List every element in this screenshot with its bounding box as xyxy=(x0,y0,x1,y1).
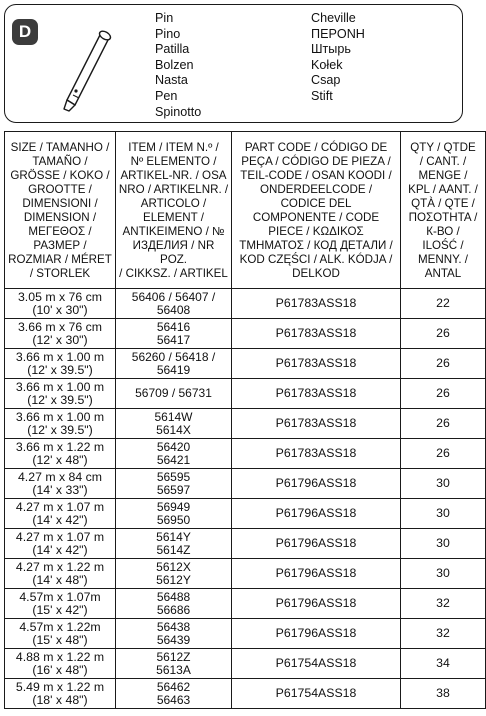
cell-line: ROZMIAR / MÉRET xyxy=(8,253,112,267)
table-row xyxy=(5,469,486,499)
size-cell xyxy=(5,289,116,319)
item-cell xyxy=(116,469,232,499)
cell-line: SIZE / TAMANHO / xyxy=(10,140,110,154)
table-body xyxy=(5,289,486,709)
cell-line: 56421 xyxy=(156,452,191,467)
pin-names-right xyxy=(311,11,365,105)
item-cell xyxy=(116,379,232,409)
item-cell xyxy=(116,349,232,379)
item-cell xyxy=(116,679,232,709)
cell-line: 3.66 m x 76 cm xyxy=(17,319,103,334)
cell-line: 56260 / 56418 / xyxy=(131,349,216,364)
qty-cell: 26 xyxy=(401,439,486,469)
cell-line: (16' x 48") xyxy=(32,662,88,677)
cell-line: 56597 xyxy=(156,482,191,497)
cell-line: 5613A xyxy=(156,662,191,677)
cell-line: / CANT. / xyxy=(419,154,467,168)
cell-line: (10' x 30") xyxy=(32,302,88,317)
item-cell xyxy=(116,529,232,559)
size-cell xyxy=(5,619,116,649)
cell-line: (15' x 42") xyxy=(32,602,88,617)
parts-table xyxy=(4,131,486,709)
cell-line: (14' x 42") xyxy=(32,512,88,527)
cell-line: 56417 xyxy=(156,332,191,347)
table-row xyxy=(5,529,486,559)
size-cell xyxy=(5,499,116,529)
cell-line: 56438 xyxy=(156,619,191,634)
table-row xyxy=(5,409,486,439)
cell-line: 3.05 m x 76 cm xyxy=(17,289,103,304)
qty-cell: 32 xyxy=(401,619,486,649)
cell-line: 5612Y xyxy=(156,572,191,587)
part-info-box xyxy=(4,4,463,123)
cell-line: 56949 xyxy=(156,499,191,514)
pin-name: Stift xyxy=(311,88,333,103)
qty-cell: 26 xyxy=(401,319,486,349)
cell-line: 5614Z xyxy=(156,542,191,557)
table-row xyxy=(5,589,486,619)
table-header-row xyxy=(5,132,486,289)
item-cell xyxy=(116,589,232,619)
cell-line: (14' x 33") xyxy=(32,482,88,497)
cell-line: 3.66 m x 1.22 m xyxy=(15,439,105,454)
pin-name: Csap xyxy=(311,73,341,88)
cell-line: ITEM / ITEM N.º / xyxy=(128,140,219,154)
pin-name: Kołek xyxy=(311,57,343,72)
pin-name: ΠΕΡΟΝΗ xyxy=(311,26,365,41)
cell-line: 56462 xyxy=(156,679,191,694)
cell-line: ΤΜΗΜΑΤΟΣ / КОД ДЕТАЛИ / xyxy=(239,239,393,253)
cell-line: 56408 xyxy=(156,302,191,317)
cell-line: 4.57m x 1.22m xyxy=(19,619,101,634)
cell-line: PIECE / ΚΩΔΙΚΟΣ xyxy=(268,225,364,239)
item-cell xyxy=(116,319,232,349)
cell-line: GRÖSSE / KOKO / xyxy=(10,168,110,182)
size-cell xyxy=(5,679,116,709)
table-row xyxy=(5,319,486,349)
part-code-cell: P61754ASS18 xyxy=(232,649,401,679)
size-cell xyxy=(5,589,116,619)
cell-line: ARTICOLO / xyxy=(140,196,207,210)
cell-line: (12' x 39.5") xyxy=(27,362,93,377)
part-code-cell: P61796ASS18 xyxy=(232,619,401,649)
part-code-cell: P61783ASS18 xyxy=(232,379,401,409)
cell-line: 56420 xyxy=(156,439,191,454)
table-row xyxy=(5,559,486,589)
size-cell xyxy=(5,349,116,379)
cell-line: 56416 xyxy=(156,319,191,334)
cell-line: 5612X xyxy=(156,559,191,574)
cell-line: PEÇA / CÓDIGO DE PIEZA / xyxy=(241,154,391,168)
cell-line: KOD CZĘŚCI / ALK. KÓDJA / xyxy=(239,253,393,267)
table-row xyxy=(5,289,486,319)
cell-line: (12' x 30") xyxy=(32,332,88,347)
qty-cell: 30 xyxy=(401,559,486,589)
item-cell xyxy=(116,439,232,469)
part-code-cell: P61783ASS18 xyxy=(232,319,401,349)
cell-line: PART CODE / CÓDIGO DE xyxy=(244,140,388,154)
cell-line: ANTIKEIMENO / № xyxy=(122,225,225,239)
cell-line: 4.27 m x 1.22 m xyxy=(15,559,105,574)
cell-line: 4.88 m x 1.22 m xyxy=(15,649,105,664)
cell-line: (18' x 48") xyxy=(32,692,88,707)
cell-line: ΠΟΣΟΤΗΤΑ / xyxy=(408,211,478,224)
part-code-cell: P61796ASS18 xyxy=(232,469,401,499)
pin-name: Bolzen xyxy=(155,57,194,72)
qty-cell: 22 xyxy=(401,289,486,319)
size-cell xyxy=(5,649,116,679)
item-cell xyxy=(116,289,232,319)
cell-line: 5612Z xyxy=(156,649,191,664)
item-cell xyxy=(116,619,232,649)
table-row xyxy=(5,499,486,529)
part-code-cell: P61783ASS18 xyxy=(232,349,401,379)
item-cell xyxy=(116,559,232,589)
qty-cell: 26 xyxy=(401,349,486,379)
cell-line: 4.27 m x 1.07 m xyxy=(15,529,105,544)
cell-line: COMPONENTE / CODE xyxy=(252,211,380,224)
size-cell xyxy=(5,529,116,559)
item-cell xyxy=(116,409,232,439)
cell-line: TEIL-CODE / OSAN KOODI / xyxy=(240,168,392,182)
cell-line: 4.57m x 1.07m xyxy=(19,589,101,604)
cell-line: 56950 xyxy=(156,512,191,527)
cell-line: 56406 / 56407 / xyxy=(131,289,216,304)
column-header xyxy=(5,132,116,289)
cell-line: 3.66 m x 1.00 m xyxy=(15,349,105,364)
cell-line: 5614X xyxy=(156,422,191,437)
qty-cell: 30 xyxy=(401,469,486,499)
cell-line: MENGE / xyxy=(418,168,468,182)
pin-name: Spinotto xyxy=(155,104,202,119)
column-header xyxy=(401,132,486,289)
cell-line: 5.49 m x 1.22 m xyxy=(15,679,105,694)
pin-names-left xyxy=(155,11,201,120)
qty-cell: 32 xyxy=(401,589,486,619)
cell-line: ELEMENT / xyxy=(143,211,204,224)
size-cell xyxy=(5,559,116,589)
pin-name: Patilla xyxy=(155,42,190,57)
pin-name: Pen xyxy=(155,88,178,103)
cell-line: ANTAL xyxy=(424,267,462,281)
cell-line: 56686 xyxy=(156,602,191,617)
cell-line: GROOTTE / xyxy=(28,182,92,196)
item-cell xyxy=(116,499,232,529)
cell-line: MENNY. / xyxy=(417,253,469,267)
cell-line: 5614W xyxy=(154,409,193,424)
cell-line: 56419 xyxy=(156,362,191,377)
cell-line: ΜΕΓΕΘΟΣ / xyxy=(28,225,92,239)
cell-line: KPL / AANT. / xyxy=(408,182,478,196)
size-cell xyxy=(5,439,116,469)
cell-line: 3.66 m x 1.00 m xyxy=(15,379,105,394)
cell-line: 4.27 m x 84 cm xyxy=(17,469,103,484)
cell-line: / CIKKSZ. / ARTIKEL xyxy=(119,267,228,281)
part-code-cell: P61796ASS18 xyxy=(232,559,401,589)
pin-name: Nasta xyxy=(155,73,188,88)
cell-line: 56439 xyxy=(156,632,191,647)
cell-line: 56709 / 56731 xyxy=(135,386,212,401)
table-row xyxy=(5,679,486,709)
cell-line: ИЗДЕЛИЯ / NR POZ. xyxy=(132,239,215,267)
size-cell xyxy=(5,409,116,439)
qty-cell: 30 xyxy=(401,529,486,559)
qty-cell: 26 xyxy=(401,379,486,409)
cell-line: (14' x 48") xyxy=(32,572,88,587)
cell-line: РАЗМЕР / xyxy=(33,239,87,253)
cell-line: ARTIKEL-NR. / OSA xyxy=(120,168,227,182)
qty-cell: 30 xyxy=(401,499,486,529)
qty-cell: 26 xyxy=(401,409,486,439)
cell-line: / STORLEK xyxy=(29,267,91,281)
pin-name: Cheville xyxy=(311,11,356,25)
cell-line: ILOŚĆ / xyxy=(422,239,464,253)
part-code-cell: P61783ASS18 xyxy=(232,289,401,319)
part-code-cell: P61783ASS18 xyxy=(232,439,401,469)
table-row xyxy=(5,619,486,649)
pin-name: Штырь xyxy=(311,42,351,57)
part-code-cell: P61783ASS18 xyxy=(232,409,401,439)
cell-line: 56488 xyxy=(156,589,191,604)
cell-line: 4.27 m x 1.07 m xyxy=(15,499,105,514)
column-header xyxy=(116,132,232,289)
part-code-cell: P61796ASS18 xyxy=(232,499,401,529)
cell-line: (12' x 39.5") xyxy=(27,392,93,407)
pin-icon xyxy=(49,29,119,115)
cell-line: (12' x 48") xyxy=(32,452,88,467)
cell-line: 56463 xyxy=(156,692,191,707)
cell-line: CODICE DEL xyxy=(280,196,352,210)
table-row xyxy=(5,439,486,469)
table-row xyxy=(5,379,486,409)
cell-line: NRO / ARTIKELNR. / xyxy=(118,182,229,196)
cell-line: TAMAÑO / xyxy=(32,154,88,168)
cell-line: DIMENSION / xyxy=(23,211,97,224)
size-cell xyxy=(5,469,116,499)
cell-line: (12' x 39.5") xyxy=(27,422,93,437)
pin-name: Pino xyxy=(155,26,181,41)
cell-line: QTÀ / QTE / xyxy=(411,196,475,210)
cell-line: QTY / QTDE xyxy=(410,140,476,154)
cell-line: ONDERDEELCODE / xyxy=(259,182,373,196)
part-code-cell: P61796ASS18 xyxy=(232,589,401,619)
size-cell xyxy=(5,319,116,349)
cell-line: Nº ELEMENTO / xyxy=(130,154,217,168)
cell-line: DELKOD xyxy=(292,267,340,281)
cell-line: 5614Y xyxy=(156,529,191,544)
qty-cell: 38 xyxy=(401,679,486,709)
size-cell xyxy=(5,379,116,409)
cell-line: DIMENSIONI / xyxy=(22,196,98,210)
qty-cell: 34 xyxy=(401,649,486,679)
cell-line: 56595 xyxy=(156,469,191,484)
cell-line: (15' x 48") xyxy=(32,632,88,647)
cell-line: К-ВО / xyxy=(426,225,460,239)
cell-line: (14' x 42") xyxy=(32,542,88,557)
part-code-cell: P61754ASS18 xyxy=(232,679,401,709)
table-row xyxy=(5,349,486,379)
item-cell xyxy=(116,649,232,679)
part-letter-badge: D xyxy=(12,19,38,45)
table-row xyxy=(5,649,486,679)
part-code-cell: P61796ASS18 xyxy=(232,529,401,559)
pin-name: Pin xyxy=(155,11,174,25)
column-header xyxy=(232,132,401,289)
cell-line: 3.66 m x 1.00 m xyxy=(15,409,105,424)
